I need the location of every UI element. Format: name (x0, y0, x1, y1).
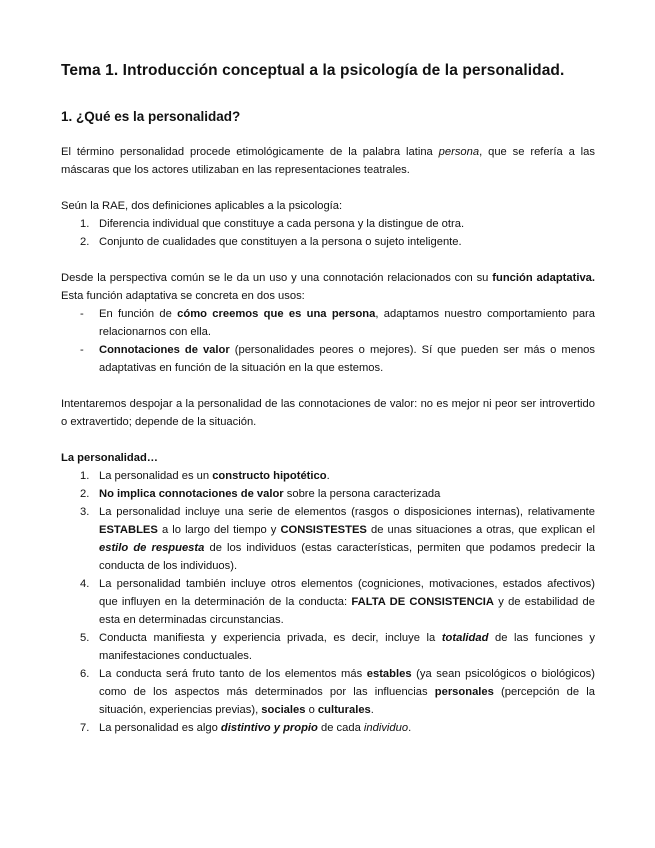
list-item: - En función de cómo creemos que es una persona, adaptamos nuestro comportamiento para relacionarnos con ella. (80, 308, 595, 338)
list-item: 2. No implica connotaciones de valor sobre la persona caracterizada (80, 488, 441, 500)
list-item: 6. La conducta será fruto tanto de los elementos más estables (ya sean psicológicos o biológicos) como de los aspectos más determinados por las influencias personales (percepción de la situación, experiencias previas), sociales o culturales. (80, 668, 595, 716)
paragraph-value-connotations: Intentaremos despojar a la personalidad de las connotaciones de valor: no es mejor ni peor ser introvertido o extravertido; depende de la situación. (61, 398, 595, 428)
document-title: Tema 1. Introducción conceptual a la psicología de la personalidad. (61, 62, 565, 79)
adaptive-uses-list (61, 305, 595, 377)
list-item: 4. La personalidad también incluye otros elementos (cogniciones, motivaciones, estados afectivos) que influyen en la determinación de la conducta: FALTA DE CONSISTENCIA y de estabilidad de esta en determinadas circunstancias. (80, 578, 595, 626)
personality-features-list (61, 467, 595, 737)
paragraph-adaptive-function: Desde la perspectiva común se le da un uso y una connotación relacionados con su función adaptativa. Esta función adaptativa se concreta en dos usos: (61, 272, 595, 302)
list-item: - Connotaciones de valor (personalidades peores o mejores). Sí que pueden ser más o menos adaptativas en función de la situación en la que estemos. (80, 344, 595, 374)
list-item: 7. La personalidad es algo distintivo y propio de cada individuo. (80, 722, 412, 734)
list-item: 3. La personalidad incluye una serie de elementos (rasgos o disposiciones internas), relativamente ESTABLES a lo largo del tiempo y CONSISTESTES de unas situaciones a otras, que explican el estilo de respuesta de los individuos (estas características, permiten que podamos predecir la conducta de los individuos). (80, 506, 595, 572)
list-item: 1. La personalidad es un constructo hipotético. (80, 470, 330, 482)
rae-definitions-list (61, 215, 595, 251)
list-item: 2. Conjunto de cualidades que constituyen a la persona o sujeto inteligente. (80, 236, 462, 248)
document-page (61, 60, 595, 737)
list-item: 5. Conducta manifiesta y experiencia privada, es decir, incluye la totalidad de las funciones y manifestaciones conductuales. (80, 632, 595, 662)
paragraph-rae-intro: Seún la RAE, dos definiciones aplicables a la psicología: (61, 200, 343, 212)
section-heading: 1. ¿Qué es la personalidad? (61, 109, 241, 124)
paragraph-etymology: El término personalidad procede etimológicamente de la palabra latina persona, que se refería a las máscaras que los actores utilizaban en las representaciones teatrales. (61, 146, 595, 176)
paragraph-heading-personality: La personalidad… (61, 452, 158, 464)
list-item: 1. Diferencia individual que constituye a cada persona y la distingue de otra. (80, 218, 465, 230)
